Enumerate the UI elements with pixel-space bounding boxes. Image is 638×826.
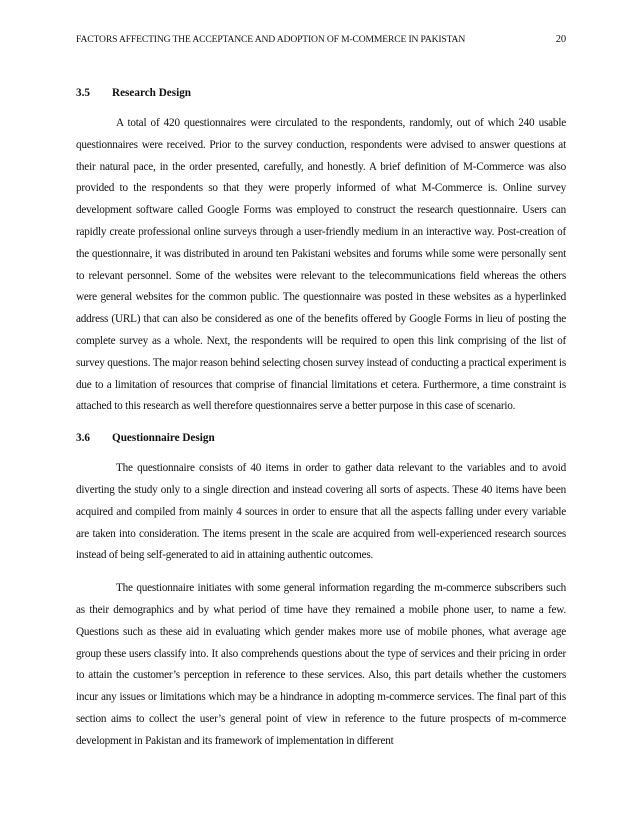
paragraph-questionnaire-contents: The questionnaire initiates with some general information regarding the m-commerce subscribers such as their demographics and by what period of time have they remained a mobile phone user, to name a few. Questions such as these aid in evaluating which gender makes more use of mobile phones, what average age group these users classify into. It also comprehends questions about the type of services and their pricing in order to attain the customer’s perception in reference to these services. Also, this part details whether the customers incur any issues or limitations which may be a hindrance in adopting m-commerce services. The final part of this section aims to collect the user’s general point of view in reference to the future prospects of m-commerce development in Pakistan and its framework of implementation in different xyxy=(76,582,566,747)
section-number: 3.5 xyxy=(76,87,90,99)
section-heading-questionnaire-design xyxy=(76,429,566,447)
paragraph-questionnaire-items: The questionnaire consists of 40 items in order to gather data relevant to the variables and to avoid diverting the study only to a single direction and instead covering all sorts of aspects. These 40 items have been acquired and compiled from mainly 4 sources in order to ensure that all the aspects falling under every variable are taken into consideration. The items present in the scale are acquired from well-experienced research sources instead of being self-generated to aid in attaining authentic outcomes. xyxy=(76,462,566,562)
section-heading-research-design xyxy=(76,84,566,102)
section-number: 3.6 xyxy=(76,432,90,445)
page-number: 20 xyxy=(555,34,566,45)
section-title: Research Design xyxy=(112,87,192,99)
paragraph-research-design: A total of 420 questionnaires were circulated to the respondents, randomly, out of which 240 usable questionnaires were received. Prior to the survey conduction, respondents were advised to answer questions at their natural pace, in the order presented, carefully, and honestly. A brief definition of M-Commerce was also provided to the respondents so that they were properly informed of what M-Commerce is. Online survey development software called Google Forms was employed to construct the research questionnaire. Users can rapidly create professional online surveys through a user-friendly medium in an interactive way. Post-creation of the questionnaire, it was distributed in around ten Pakistani websites and forums while some were personally sent to relevant personnel. Some of the websites were relevant to the telecommunications field whereas the others were general websites for the common public. The questionnaire was posted in these websites as a hyperlinked address (URL) that can also be considered as one of the benefits offered by Google Forms in lieu of posting the complete survey as a whole. Next, the respondents will be required to open this link comprising of the list of survey questions. The major reason behind selecting chosen survey instead of conducting a practical experiment is due to a limitation of resources that comprise of financial limitations et cetera. Furthermore, a time constraint is attached to this research as well therefore questionnaires serve a better purpose in this case of scenario. xyxy=(76,117,566,413)
running-title: FACTORS AFFECTING THE ACCEPTANCE AND ADOPTION OF M-COMMERCE IN PAKISTAN xyxy=(76,34,466,45)
main-content xyxy=(76,84,566,753)
running-header xyxy=(76,33,566,47)
section-title: Questionnaire Design xyxy=(112,432,215,445)
